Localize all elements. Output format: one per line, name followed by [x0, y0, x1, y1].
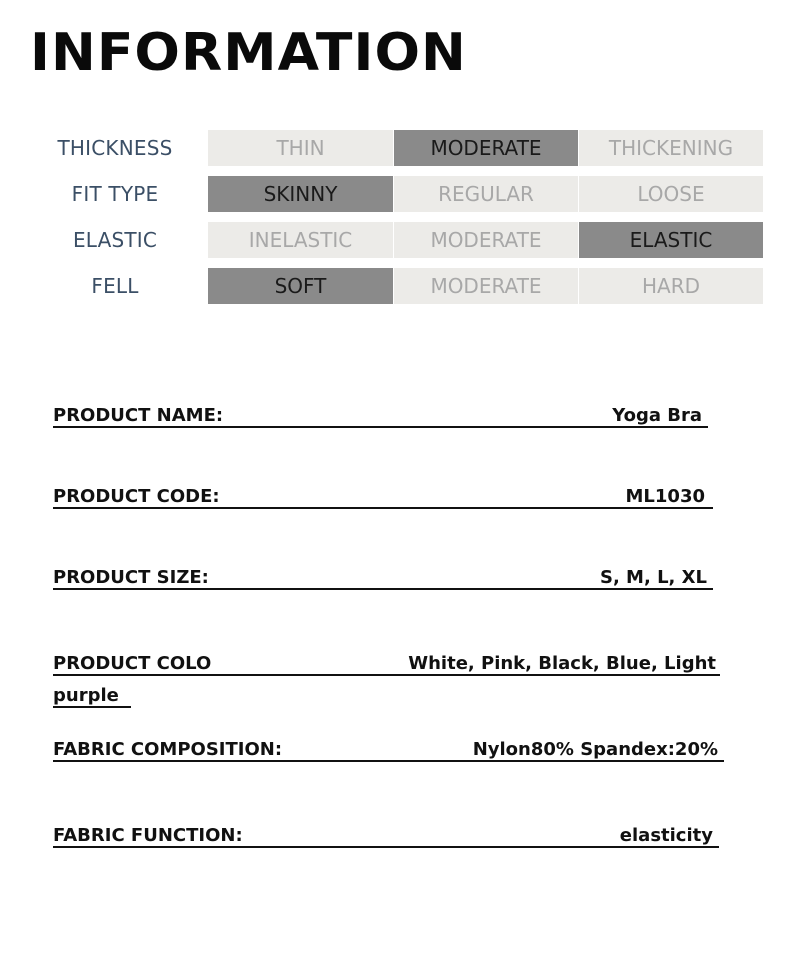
product-size-value: S, M, L, XL [599, 567, 707, 588]
attribute-option: LOOSE [578, 176, 763, 212]
attribute-label: THICKNESS [57, 136, 173, 160]
attribute-label: FELL [91, 274, 139, 298]
fabric-composition-label: FABRIC COMPOSITION: [53, 739, 283, 760]
attribute-option-selected: MODERATE [393, 130, 578, 166]
attribute-option: INELASTIC [208, 222, 393, 258]
fabric-function-value: elasticity [619, 825, 713, 846]
product-size-label: PRODUCT SIZE: [53, 567, 209, 588]
attribute-option-selected: SOFT [208, 268, 393, 304]
attribute-options [208, 268, 763, 304]
product-size-underline [53, 588, 713, 590]
product-color-value: White, Pink, Black, Blue, Light [408, 653, 716, 674]
attribute-option: THICKENING [578, 130, 763, 166]
attribute-grid [40, 130, 763, 314]
product-color-label: PRODUCT COLO [53, 653, 212, 674]
attribute-options [208, 176, 763, 212]
product-code-label: PRODUCT CODE: [53, 486, 220, 507]
attribute-option: MODERATE [393, 222, 578, 258]
product-code-value: ML1030 [625, 486, 705, 507]
product-color-value-continued: purple [53, 685, 119, 706]
fabric-function-underline [53, 846, 719, 848]
attribute-option: THIN [208, 130, 393, 166]
attribute-label: ELASTIC [72, 228, 158, 252]
attribute-option: HARD [578, 268, 763, 304]
attribute-option: MODERATE [393, 268, 578, 304]
product-code-underline [53, 507, 713, 509]
product-name-label: PRODUCT NAME: [53, 405, 224, 426]
product-name-value: Yoga Bra [612, 405, 702, 426]
attribute-label: FIT TYPE [71, 182, 159, 206]
attribute-option-selected: SKINNY [208, 176, 393, 212]
product-color-underline [53, 674, 720, 676]
attribute-options [208, 222, 763, 258]
attribute-option: REGULAR [393, 176, 578, 212]
attribute-option-selected: ELASTIC [578, 222, 763, 258]
fabric-composition-underline [53, 760, 724, 762]
attribute-row-fit-type [40, 176, 763, 212]
fabric-function-label: FABRIC FUNCTION: [53, 825, 243, 846]
attribute-row-elastic [40, 222, 763, 258]
attribute-options [208, 130, 763, 166]
attribute-row-thickness [40, 130, 763, 166]
product-name-underline [53, 426, 708, 428]
fabric-composition-value: Nylon80% Spandex:20% [472, 739, 718, 760]
product-color-continued-underline [53, 706, 131, 708]
attribute-row-fell [40, 268, 763, 304]
page-title: INFORMATION [30, 23, 467, 83]
